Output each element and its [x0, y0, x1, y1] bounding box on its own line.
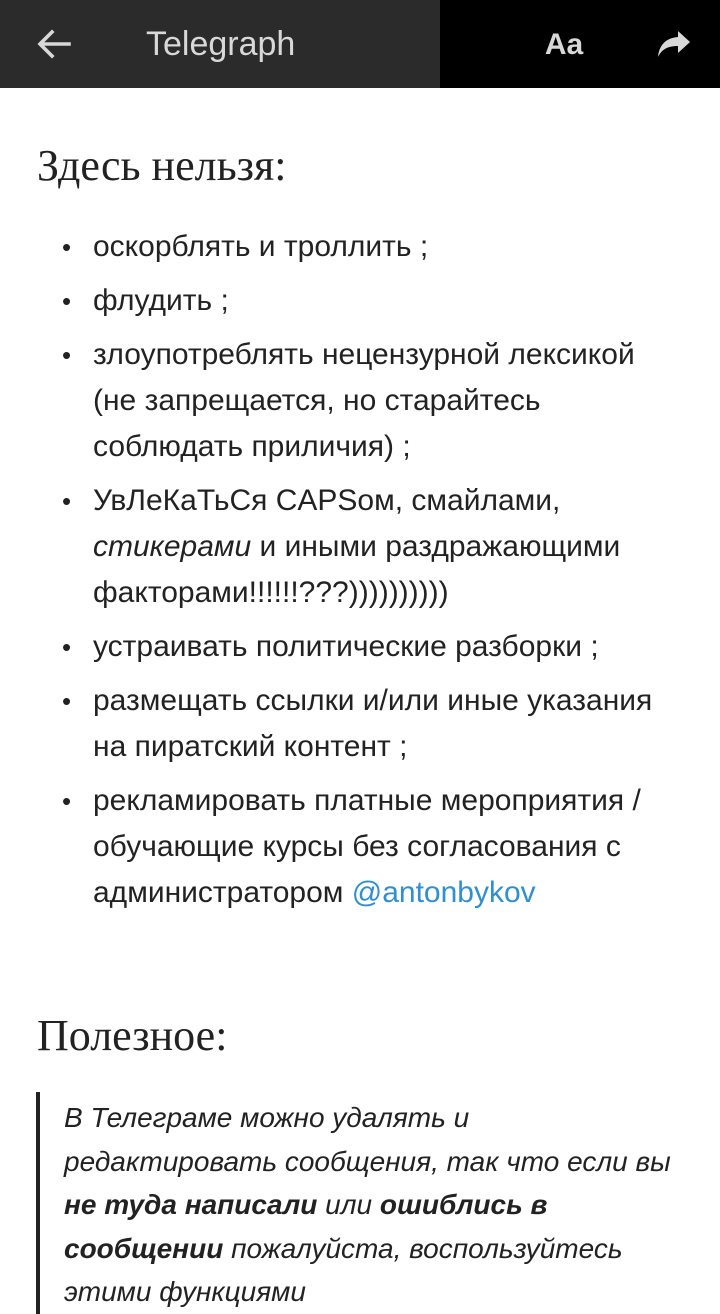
list-item: • размещать ссылки и/или иные указания на пиратский контент ; [0, 678, 720, 770]
rule-text: рекламировать платные мероприятия / обучающие курсы без согласования с администратором [93, 784, 641, 909]
quote-text: пожалуйста, воспользуйтесь этими функциями [64, 1232, 623, 1307]
rules-heading: Здесь нельзя: [37, 141, 287, 190]
list-item [0, 778, 720, 916]
toolbar-left [0, 0, 440, 88]
quote-bold-text: не туда написали [64, 1189, 318, 1220]
list-item: • злоупотреблять нецензурной лексикой (не запрещается, но старайтесь соблюдать приличия) ; [0, 332, 720, 470]
rules-list [0, 224, 720, 924]
toolbar-right [440, 0, 720, 88]
back-button[interactable] [24, 16, 84, 72]
useful-heading: Полезное: [37, 1011, 228, 1060]
app-title: Telegraph [146, 25, 296, 63]
font-size-button[interactable]: Aa [544, 28, 584, 61]
share-arrow-icon [656, 29, 692, 59]
app-toolbar [0, 0, 720, 88]
list-item: • оскорблять и троллить ; [0, 224, 720, 270]
arrow-left-icon [37, 29, 71, 59]
rule-text: и иными раздражающими факторами!!!!!!???)))))))))) [93, 530, 621, 609]
rule-italic-text: стикерами [93, 530, 252, 563]
list-item: • устраивать политические разборки ; [0, 624, 720, 670]
quote-text: или [317, 1189, 380, 1220]
quote-bold-text: ошиблись в сообщении [64, 1189, 548, 1264]
quote-text: В Телеграме можно удалять и редактировать сообщения, так что если вы [64, 1102, 671, 1177]
admin-mention-link[interactable]: @antonbykov [351, 876, 536, 909]
share-button[interactable] [646, 16, 702, 72]
list-item [0, 478, 720, 616]
list-item: • флудить ; [0, 278, 720, 324]
rule-text: УвЛеКаТьСя CAPSом, смайлами, [93, 484, 561, 517]
tip-quote [36, 1092, 686, 1314]
